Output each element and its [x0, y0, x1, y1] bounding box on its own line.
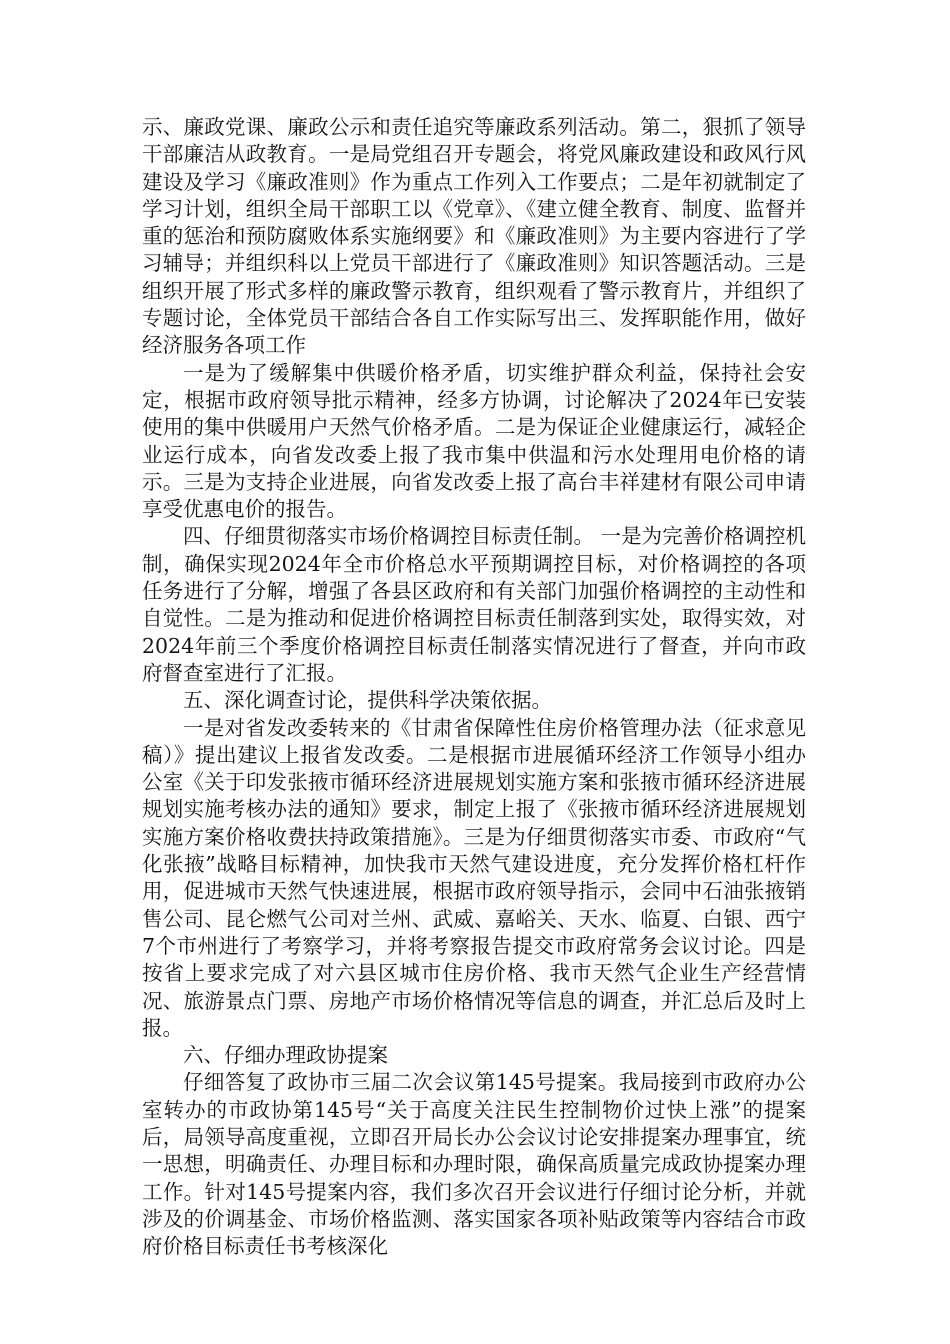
document-body — [142, 114, 806, 1260]
paragraph-5: 一是对省发改委转来的《甘肃省保障性住房价格管理办法（征求意见稿）》提出建议上报省发改委。二是根据市进展循环经济工作领导小组办公室《关于印发张掖市循环经济进展规划实施方案和张掖市循环经济进展规划实施考核办法的通知》要求，制定上报了《张掖市循环经济进展规划实施方案价格收费扶持政策措施》。三是为仔细贯彻落实市委、市政府“气化张掖”战略目标精神，加快我市天然气建设进度，充分发挥价格杠杆作用，促进城市天然气快速进展，根据市政府领导指示，会同中石油张掖销售公司、昆仑燃气公司对兰州、武威、嘉峪关、天水、临夏、白银、西宁7个市州进行了考察学习，并将考察报告提交市政府常务会议讨论。四是按省上要求完成了对六县区城市住房价格、我市天然气企业生产经营情况、旅游景点门票、房地产市场价格情况等信息的调查，并汇总后及时上报。 — [142, 715, 806, 1040]
paragraph-3: 四、仔细贯彻落实市场价格调控目标责任制。 一是为完善价格调控机制，确保实现2024年全市价格总水平预期调控目标，对价格调控的各项任务进行了分解，增强了各县区政府和有关部门加强价格调控的主动性和自觉性。二是为推动和促进价格调控目标责任制落到实处，取得实效，对2024年前三个季度价格调控目标责任制落实情况进行了督查，并向市政府督查室进行了汇报。 — [142, 524, 806, 685]
section-heading-6: 六、仔细办理政协提案 — [183, 1043, 388, 1068]
paragraph-2: 一是为了缓解集中供暖价格矛盾，切实维护群众利益，保持社会安定，根据市政府领导批示精神，经多方协调，讨论解决了2024年已安装使用的集中供暖用户天然气价格矛盾。二是为保证企业健康运行，减轻企业运行成本，向省发改委上报了我市集中供温和污水处理用电价格的请示。三是为支持企业进展，向省发改委上报了高台丰祥建材有限公司申请享受优惠电价的报告。 — [142, 360, 806, 522]
section-heading-5: 五、深化调查讨论，提供科学决策依据。 — [183, 688, 552, 713]
paragraph-7: 仔细答复了政协市三届二次会议第145号提案。我局接到市政府办公室转办的市政协第145号“关于高度关注民生控制物价过快上涨”的提案后，局领导高度重视，立即召开局长办公会议讨论安排提案办理事宜，统一思想，明确责任、办理目标和办理时限，确保高质量完成政协提案办理工作。针对145号提案内容，我们多次召开会议进行仔细讨论分析，并就涉及的价调基金、市场价格监测、落实国家各项补贴政策等内容结合市政府价格目标责任书考核深化 — [142, 1070, 806, 1259]
paragraph-1: 示、廉政党课、廉政公示和责任追究等廉政系列活动。第二，狠抓了领导干部廉洁从政教育。一是局党组召开专题会，将党风廉政建设和政风行风建设及学习《廉政准则》作为重点工作列入工作要点；二是年初就制定了学习计划，组织全局干部职工以《党章》、《建立健全教育、制度、监督并重的惩治和预防腐败体系实施纲要》和《廉政准则》为主要内容进行了学习辅导；并组织科以上党员干部进行了《廉政准则》知识答题活动。三是组织开展了形式多样的廉政警示教育，组织观看了警示教育片，并组织了专题讨论，全体党员干部结合各自工作实际写出三、发挥职能作用，做好经济服务各项工作 — [142, 115, 806, 358]
